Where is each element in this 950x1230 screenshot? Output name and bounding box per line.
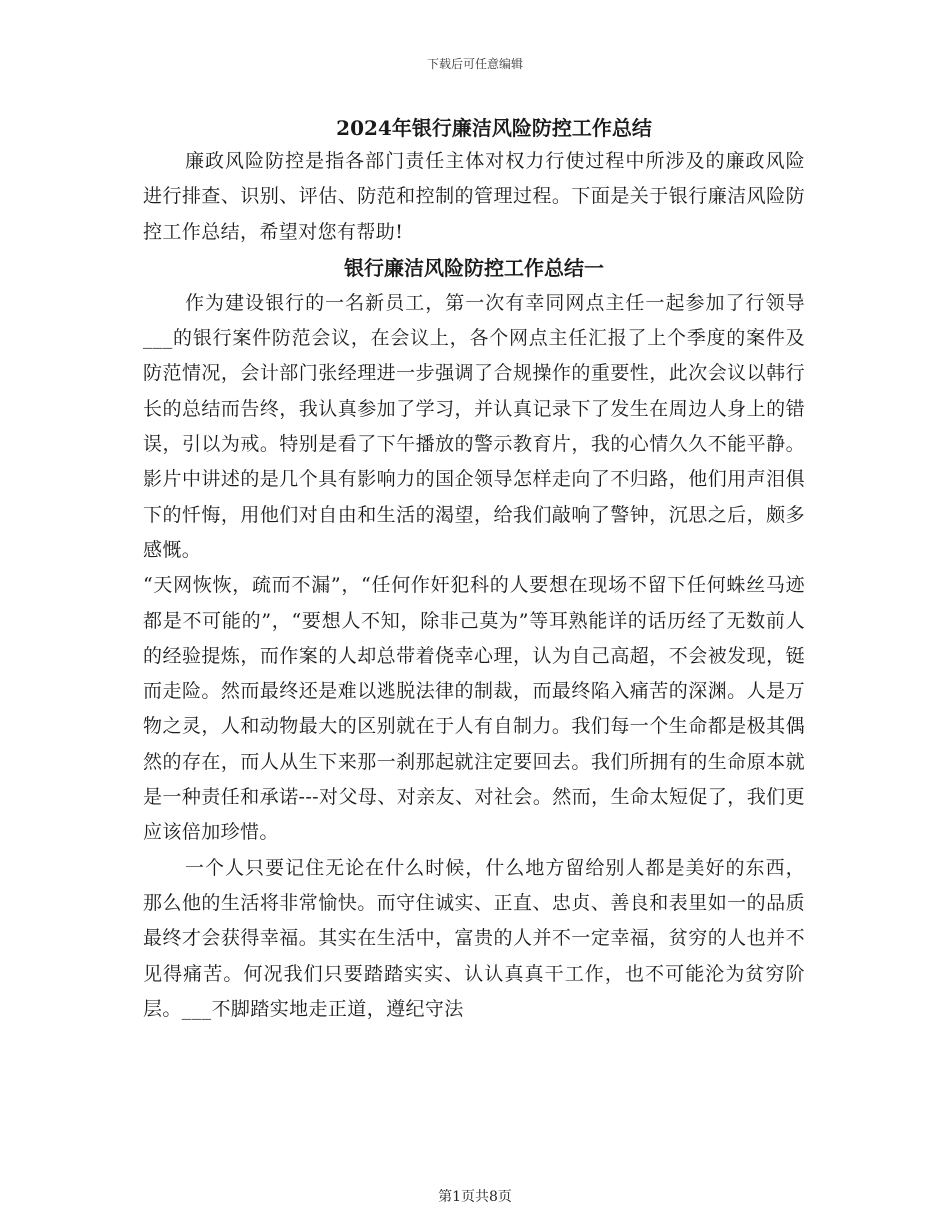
document-title: 2024年银行廉洁风险防控工作总结 [336, 116, 652, 140]
paragraph-2: “天网恢恢，疏而不漏”，“任何作奸犯科的人要想在现场不留下任何蛛丝马迹都是不可能的”，“要想人不知，除非己莫为”等耳熟能详的话历经了无数前人的经验提炼，而作案的人却总带着侥幸心理，认为自己高超，不会被发现，铤而走险。然而最终还是难以逃脱法律的制裁，而最终陷入痛苦的深渊。人是万物之灵，人和动物最大的区别就在于人有自制力。我们每一个生命都是极其偶然的存在，而人从生下来那一刹那起就注定要回去。我们所拥有的生命原本就是一种责任和承诺---对父母、对亲友、对社会。然而，生命太短促了，我们更应该倍加珍惜。 [143, 574, 805, 844]
paragraph-1: 作为建设银行的一名新员工，第一次有幸同网点主任一起参加了行领导___的银行案件防范会议，在会议上，各个网点主任汇报了上个季度的案件及防范情况，会计部门张经理进一步强调了合规操作的重要性，此次会议以韩行长的总结而告终，我认真参加了学习，并认真记录下了发生在周边人身上的错误，引以为戒。特别是看了下午播放的警示教育片，我的心情久久不能平静。影片中讲述的是几个具有影响力的国企领导怎样走向了不归路，他们用声泪俱下的忏悔，用他们对自由和生活的渴望，给我们敲响了警钟，沉思之后，颇多感慨。 [143, 291, 805, 561]
section-title: 银行廉洁风险防控工作总结一 [344, 255, 604, 280]
page-footer-number: 第1页共8页 [438, 1189, 512, 1205]
intro-paragraph: 廉政风险防控是指各部门责任主体对权力行使过程中所涉及的廉政风险进行排查、识别、评估、防范和控制的管理过程。下面是关于银行廉洁风险防控工作总结，希望对您有帮助! [143, 150, 805, 243]
document-body [143, 112, 805, 1027]
paragraph-3: 一个人只要记住无论在什么时候，什么地方留给别人都是美好的东西，那么他的生活将非常愉快。而守住诚实、正直、忠贞、善良和表里如一的品质最终才会获得幸福。其实在生活中，富贵的人并不一定幸福，贫穷的人也并不见得痛苦。何况我们只要踏踏实实、认认真真干工作，也不可能沦为贫穷阶层。___不脚踏实地走正道，遵纪守法 [143, 856, 805, 1020]
page-header-note: 下载后可任意编辑 [426, 57, 523, 71]
